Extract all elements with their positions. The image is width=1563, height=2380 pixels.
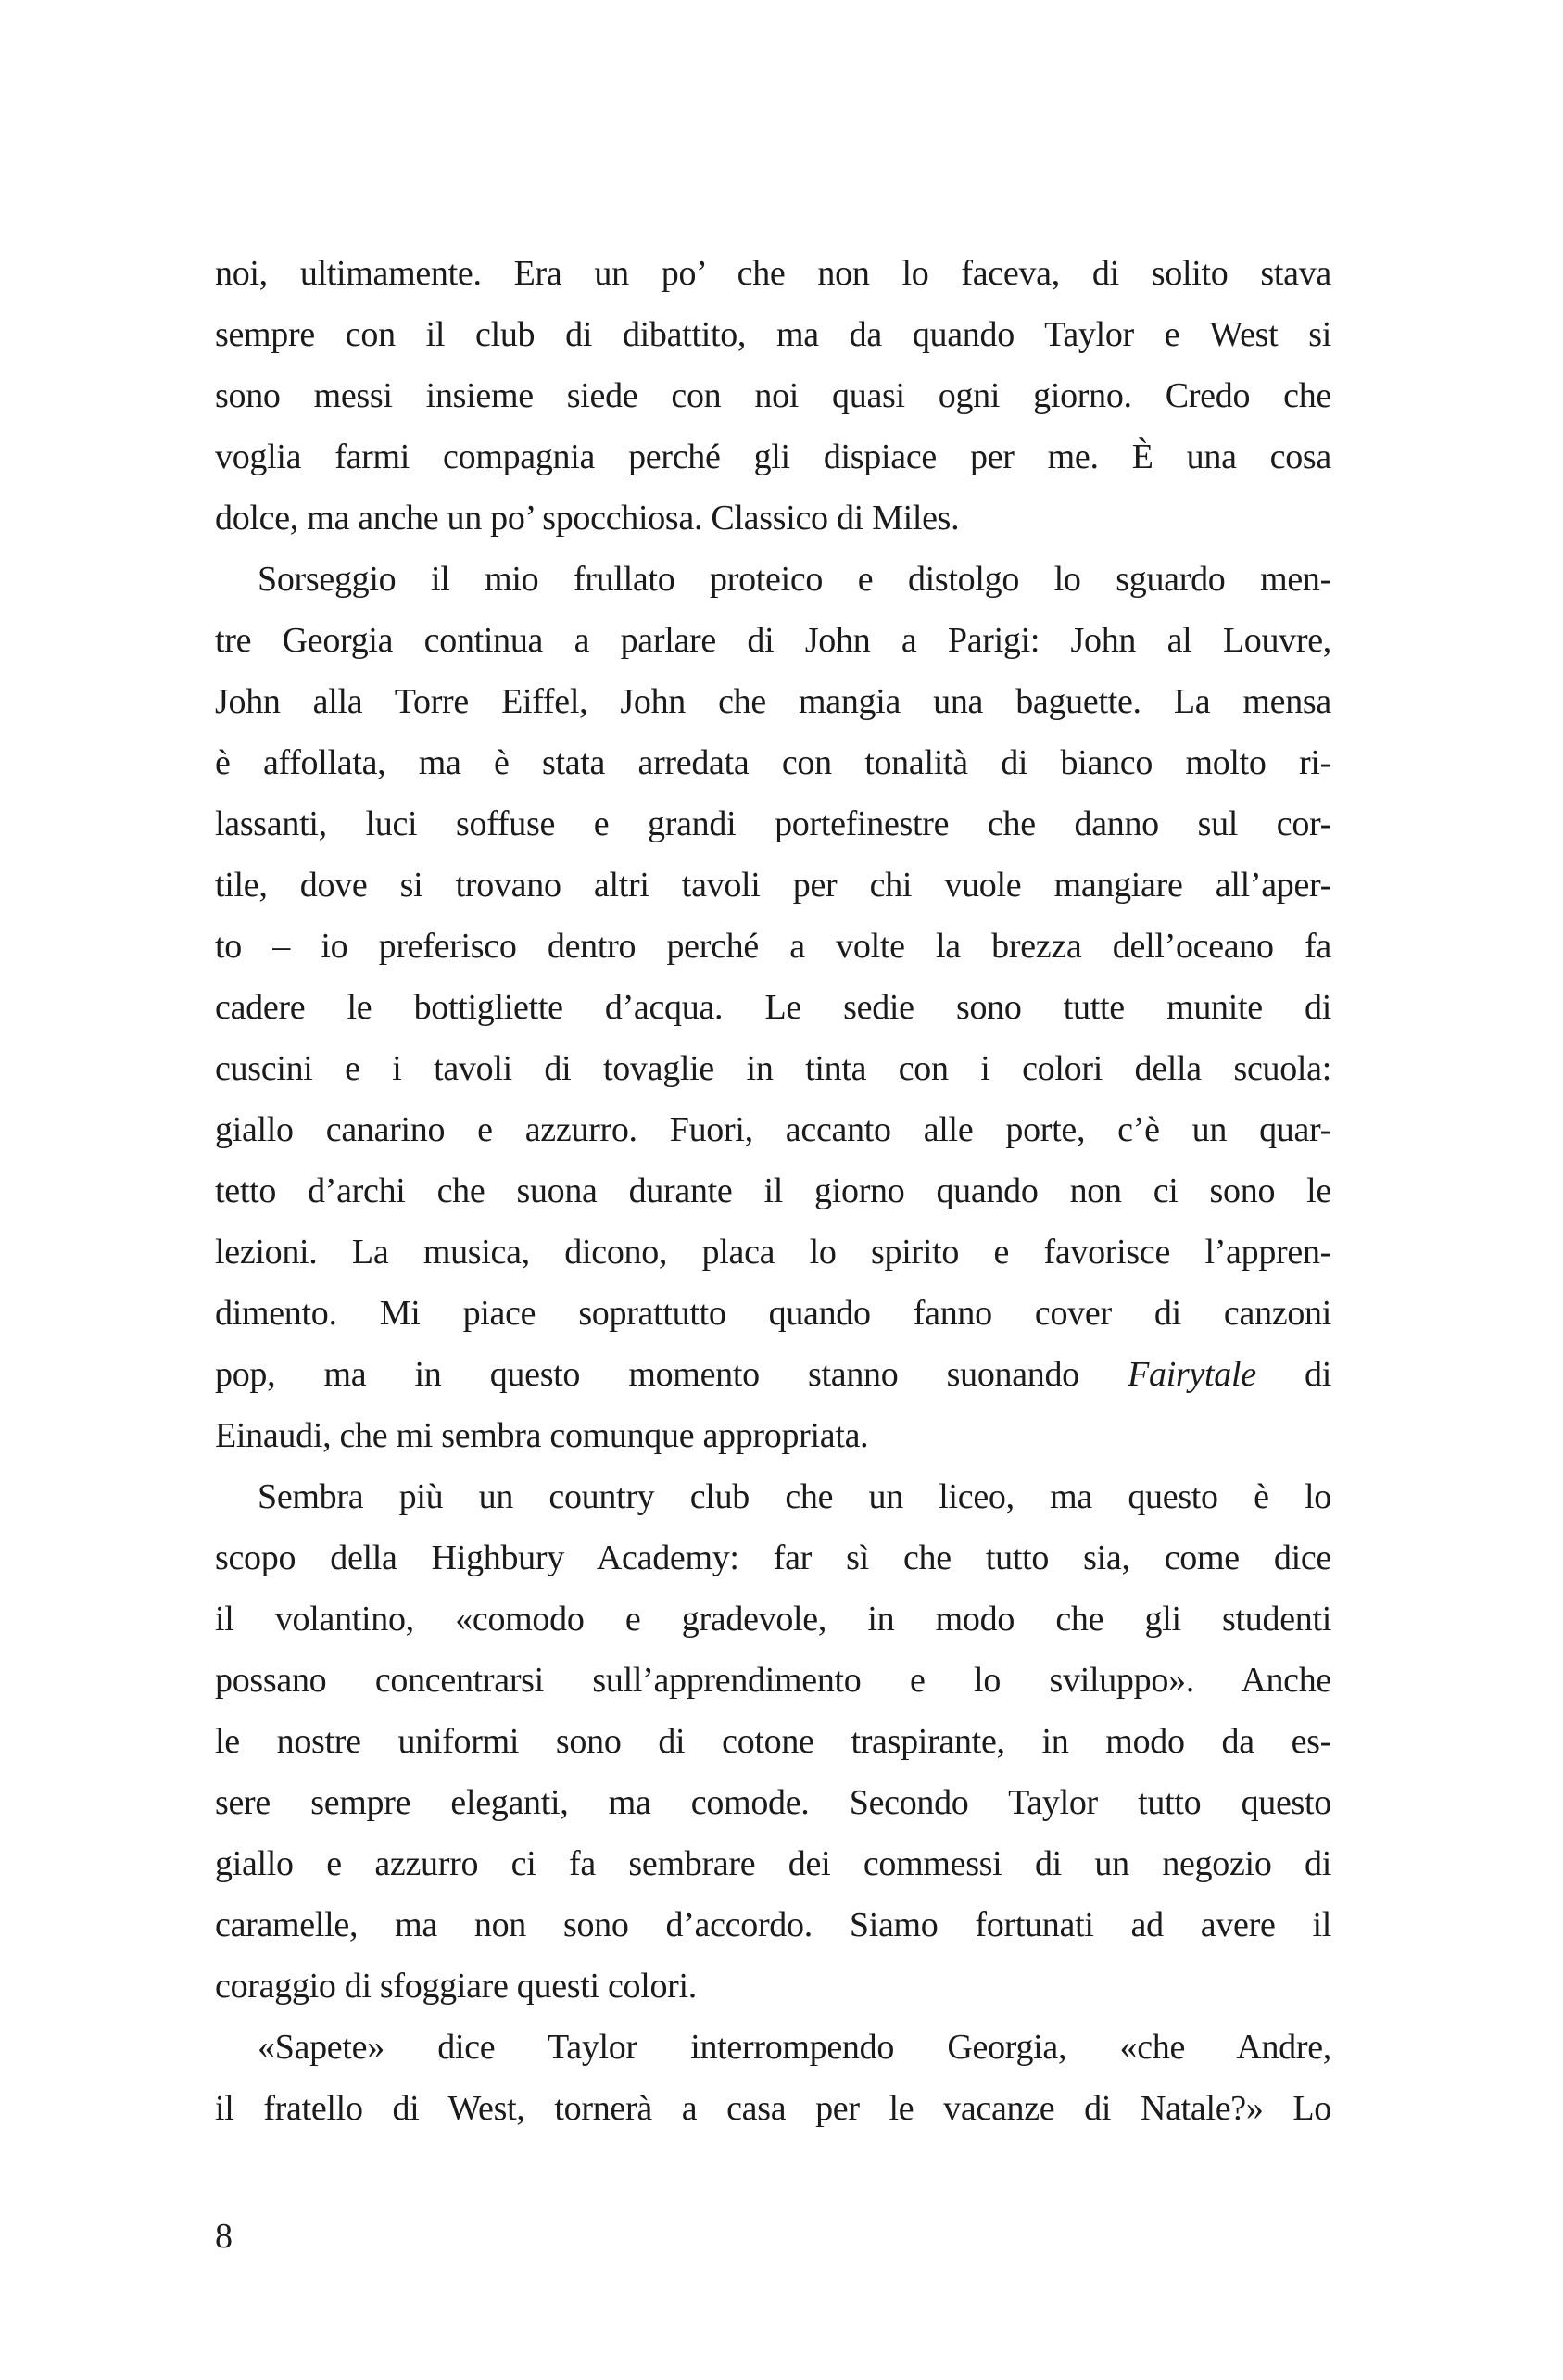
text-line: il fratello di West, tornerà a casa per le vacanze di Natale?» Lo bbox=[215, 2089, 1331, 2128]
text-line: John alla Torre Eiffel, John che mangia una baguette. La mensa bbox=[215, 682, 1331, 721]
text-line: sempre con il club di dibattito, ma da quando Taylor e West si bbox=[215, 315, 1331, 354]
text-line: to – io preferisco dentro perché a volte la brezza dell’oceano fa bbox=[215, 927, 1331, 966]
text-line: voglia farmi compagnia perché gli dispiace per me. È una cosa bbox=[215, 437, 1331, 476]
text-line: Sembra più un country club che un liceo, ma questo è lo bbox=[258, 1477, 1331, 1516]
text-block bbox=[215, 243, 1331, 2139]
text-line: cuscini e i tavoli di tovaglie in tinta con i colori della scuola: bbox=[215, 1049, 1331, 1088]
text-line: coraggio di sfoggiare questi colori. bbox=[215, 1967, 697, 2006]
page-number: 8 bbox=[215, 2217, 233, 2256]
text-line: tile, dove si trovano altri tavoli per chi vuole mangiare all’aper- bbox=[215, 866, 1331, 905]
text-line: lassanti, luci soffuse e grandi portefinestre che danno sul cor- bbox=[215, 804, 1331, 843]
text-line: cadere le bottigliette d’acqua. Le sedie sono tutte munite di bbox=[215, 988, 1331, 1027]
text-line: tre Georgia continua a parlare di John a Parigi: John al Louvre, bbox=[215, 621, 1331, 660]
text-line: il volantino, «comodo e gradevole, in modo che gli studenti bbox=[215, 1600, 1331, 1639]
text-line: sere sempre eleganti, ma comode. Secondo Taylor tutto questo bbox=[215, 1783, 1331, 1822]
text-line: le nostre uniformi sono di cotone traspirante, in modo da es- bbox=[215, 1722, 1331, 1761]
text-line: Sorseggio il mio frullato proteico e distolgo lo sguardo men- bbox=[258, 560, 1331, 599]
text-line: «Sapete» dice Taylor interrompendo Georgia, «che Andre, bbox=[258, 2028, 1331, 2067]
italic-text: Fairytale bbox=[1128, 1355, 1256, 1394]
text-line: dolce, ma anche un po’ spocchiosa. Classico di Miles. bbox=[215, 499, 960, 538]
text-line: scopo della Highbury Academy: far sì che tutto sia, come dice bbox=[215, 1538, 1331, 1577]
text-line: lezioni. La musica, dicono, placa lo spirito e favorisce l’appren- bbox=[215, 1233, 1331, 1272]
text-line: possano concentrarsi sull’apprendimento e lo sviluppo». Anche bbox=[215, 1661, 1331, 1700]
text-line: dimento. Mi piace soprattutto quando fanno cover di canzoni bbox=[215, 1294, 1331, 1333]
text-line: è affollata, ma è stata arredata con tonalità di bianco molto ri- bbox=[215, 743, 1331, 782]
text-line: giallo e azzurro ci fa sembrare dei commessi di un negozio di bbox=[215, 1844, 1331, 1883]
text-line: noi, ultimamente. Era un po’ che non lo faceva, di solito stava bbox=[215, 254, 1331, 293]
text-line: Einaudi, che mi sembra comunque appropriata. bbox=[215, 1416, 869, 1455]
text-line: pop, ma in questo momento stanno suonando Fairytale di bbox=[215, 1355, 1331, 1394]
text-line: caramelle, ma non sono d’accordo. Siamo fortunati ad avere il bbox=[215, 1905, 1331, 1944]
text-line: tetto d’archi che suona durante il giorno quando non ci sono le bbox=[215, 1171, 1331, 1210]
text-line: sono messi insieme siede con noi quasi ogni giorno. Credo che bbox=[215, 376, 1331, 415]
text-line: giallo canarino e azzurro. Fuori, accanto alle porte, c’è un quar- bbox=[215, 1110, 1331, 1149]
